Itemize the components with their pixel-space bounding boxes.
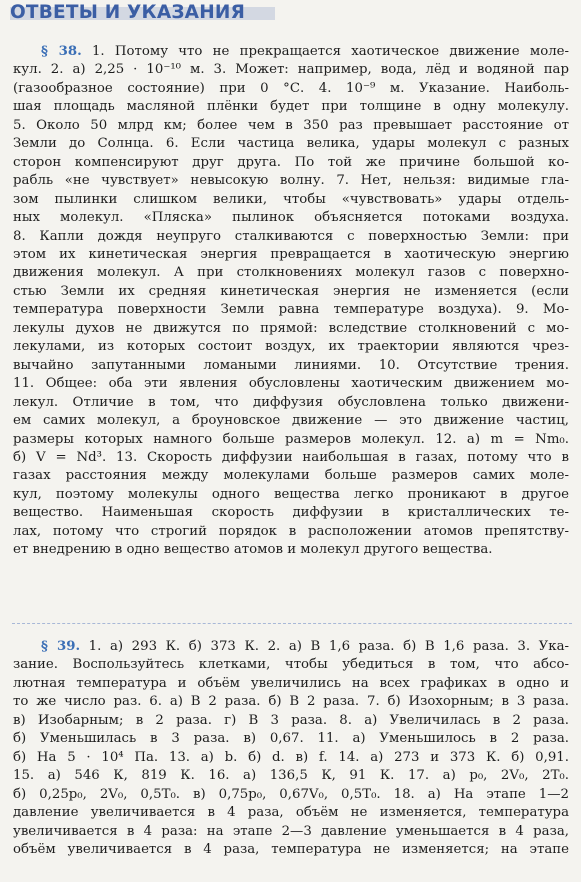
section-number: § 39. [41,639,81,654]
section-38-line: ных молекул. «Пляска» пылинок объясняется потоками воздуха. [13,210,569,226]
page-title: ОТВЕТЫ И УКАЗАНИЯ [10,2,246,23]
section-38-line: температура поверхности Земли равна температуре воздуха). 9. Мо- [13,302,569,318]
section-38-line: шая площадь масляной плёнки будет при толщине в одну молекулу. [13,99,569,115]
answer-text: 1. а) 293 К. б) 373 К. 2. а) В 1,6 раза. б) В 1,6 раза. 3. Ука- [80,639,569,654]
section-number: § 38. [41,44,82,59]
section-38-line: вещество. Наименьшая скорость диффузии в кристаллических те- [13,505,569,521]
section-39-line: б) Уменьшилась в 3 раза. в) 0,67. 11. а) Уменьшилось в 2 раза. [13,731,569,747]
section-39 [13,638,569,859]
section-39-line [13,638,569,656]
section-38-line: 8. Капли дождя неупруго сталкиваются с поверхностью Земли: при [13,228,569,244]
answer-text: 1. Потому что не прекращается хаотическое движение моле- [81,44,569,59]
section-38-line: 11. Общее: оба эти явления обусловлены хаотическим движением мо- [13,376,569,392]
section-divider [12,623,572,624]
section-38-line: рабль «не чувствует» невысокую волну. 7. Нет, нельзя: видимые гла- [13,173,569,189]
section-39-line: увеличивается в 4 раза: на этапе 2—3 давление уменьшается в 4 раза, [13,823,569,839]
section-38-line: этом их кинетическая энергия превращается в хаотическую энергию [13,246,569,262]
section-38-line: 5. Около 50 млрд км; более чем в 350 раз превышает расстояние от [13,117,569,133]
section-39-line: 15. а) 546 К, 819 К. 16. а) 136,5 К, 91 К. 17. а) p₀, 2V₀, 2T₀. [13,768,569,784]
section-39-line: лютная температура и объём увеличились на всех графиках в одно и [13,675,569,691]
section-38-line: движения молекул. А при столкновениях молекул газов с поверхно- [13,265,569,281]
section-38-line: лах, потому что строгий порядок в расположении атомов препятству- [13,523,569,539]
section-38-line: ем самих молекул, а броуновское движение — это движение частиц, [13,413,569,429]
section-39-line: давление увеличивается в 4 раза, объём не изменяется, температура [13,805,569,821]
section-38-line: газах расстояния между молекулами больше размеров самих моле- [13,468,569,484]
section-39-line: зание. Воспользуйтесь клетками, чтобы убедиться в том, что абсо- [13,657,569,673]
section-38-line [13,43,569,61]
section-38-line: кул, поэтому молекулы одного вещества легко проникают в другое [13,486,569,502]
section-38-line: (газообразное состояние) при 0 °С. 4. 10⁻⁹ м. Указание. Наиболь- [13,80,569,96]
page-header [0,0,581,28]
section-38-line: сторон компенсируют друг друга. По той же причине большой ко- [13,154,569,170]
section-38-line: лекулами, из которых состоит воздух, их траектории являются чрез- [13,339,569,355]
section-38-line: лекулы духов не движутся по прямой: вследствие столкновений с мо- [13,320,569,336]
section-38-line: лекул. Отличие в том, что диффузия обусловлена только движени- [13,394,569,410]
section-39-line: объём увеличивается в 4 раза, температура не изменяется; на этапе [13,841,569,857]
section-38 [13,43,569,560]
section-38-line: ет внедрению в одно вещество атомов и молекул другого вещества. [13,542,493,558]
section-38-line: Земли до Солнца. 6. Если частица велика, удары молекул с разных [13,136,569,152]
section-39-line: то же число раз. 6. а) В 2 раза. б) В 2 раза. 7. б) Изохорным; в 3 раза. [13,694,569,710]
section-38-line: стью Земли их средняя кинетическая энергия не изменяется (если [13,283,569,299]
section-38-line: размеры которых намного больше размеров молекул. 12. а) m = Nm₀. [13,431,569,447]
section-38-line: б) V = Nd³. 13. Скорость диффузии наибольшая в газах, потому что в [13,449,569,465]
section-39-line: в) Изобарным; в 2 раза. г) В 3 раза. 8. а) Увеличилась в 2 раза. [13,712,569,728]
section-38-line: зом пылинки слишком велики, чтобы «чувствовать» удары отдель- [13,191,569,207]
section-39-line: б) На 5 · 10⁴ Па. 13. а) b. б) d. в) f. 14. а) 273 и 373 К. б) 0,91. [13,749,569,765]
section-39-line: б) 0,25p₀, 2V₀, 0,5T₀. в) 0,75p₀, 0,67V₀, 0,5T₀. 18. а) На этапе 1—2 [13,786,569,802]
section-38-line: кул. 2. а) 2,25 · 10⁻¹⁰ м. 3. Может: например, вода, лёд и водяной пар [13,62,569,78]
section-38-line: вычайно запутанными ломаными линиями. 10. Отсутствие трения. [13,357,569,373]
